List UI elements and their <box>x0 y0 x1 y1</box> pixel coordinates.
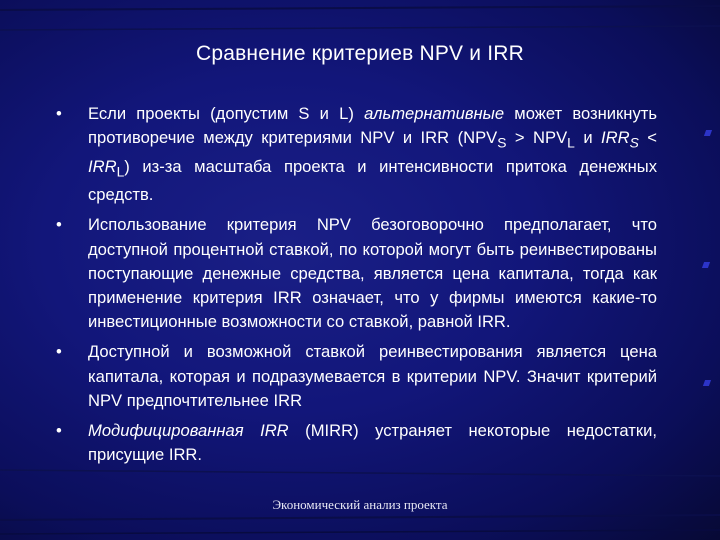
list-item <box>54 102 657 207</box>
subscript: L <box>116 163 125 180</box>
list-item <box>54 419 657 467</box>
list-item <box>54 213 657 334</box>
bullet-list <box>54 102 657 473</box>
text-fragment: и <box>574 128 602 148</box>
bullet-marker: • <box>56 104 62 123</box>
subscript: S <box>629 134 639 151</box>
list-item-text: Доступной и возможной ставкой реинвестирования является цена капитала, которая и подразумевается в критерии NPV. Значит критерий NPV предпочтительнее IRR <box>88 342 657 410</box>
bullet-marker: • <box>56 342 62 362</box>
slide-footer: Экономический анализ проекта <box>272 497 448 512</box>
list-item <box>54 340 657 413</box>
text-fragment: ) из-за масштаба проекта и интенсивности притока денежных средств. <box>88 156 657 205</box>
slide-title: Сравнение критериев NPV и IRR <box>195 42 525 65</box>
text-fragment: (MIRR) устраняет некоторые недостатки, присущие IRR. <box>88 421 657 465</box>
italic-term: IRR <box>601 128 630 148</box>
subscript: S <box>497 134 507 151</box>
bullet-marker: • <box>56 421 62 441</box>
italic-term: IRR <box>88 156 117 176</box>
bullet-marker: • <box>56 215 62 235</box>
text-fragment: может возникнуть противоречие между критериями NPV и IRR (NPV <box>88 104 657 148</box>
text-fragment: > NPV <box>506 128 568 148</box>
italic-term: альтернативные <box>364 104 505 123</box>
italic-term: Модифицированная IRR <box>88 421 289 441</box>
text-fragment: < <box>638 128 657 148</box>
subscript: L <box>567 134 575 151</box>
list-item-text: Использование критерия NPV безоговорочно предполагает, что доступной процентной ставкой, по которой могут быть реинвестированы поступающие денежные средства, является цена капитала, тогда как применение критерия IRR означает, что у фирмы имеются какие-то инвестиционные возможности со ставкой, равной IRR. <box>88 215 657 332</box>
text-fragment: Если проекты (допустим S и L) <box>88 104 365 123</box>
